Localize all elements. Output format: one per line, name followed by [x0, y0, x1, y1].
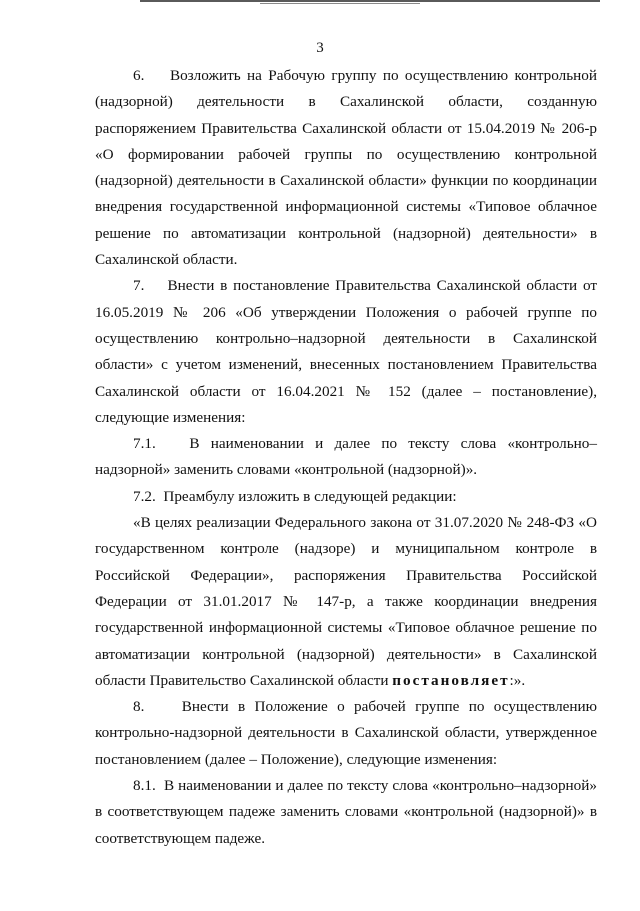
paragraph-8: 8. Внести в Положение о рабочей группе по осуществлению контрольно-надзорной деятельности в Сахалинской области, утвержденное постановлением (далее – Положение), следующие изменения: [95, 698, 597, 768]
preamble-text: «В целях реализации Федерального закона от 31.07.2020 № 248-ФЗ «О государственном контроле (надзоре) и муниципальном контроле в Российской Федерации», распоряжения Правительства Российской Федерации от 31.01.2017 № 147-р, а также координации внедрения государственной информационной системы «Типовое облачное решение по автоматизации контрольной (надзорной) деятельности» в Сахалинской области Правительство Сахалинской области [95, 514, 597, 689]
paragraph-7: 7. Внести в постановление Правительства Сахалинской области от 16.05.2019 № 206 «Об утверждении Положения о рабочей группе по осуществлению контрольно–надзорной деятельности в Сахалинской области» с учетом изменений, внесенных постановлением Правительства Сахалинской области от 16.04.2021 № 152 (далее – постановление), следующие изменения: [95, 277, 597, 426]
paragraph-preamble [95, 510, 597, 694]
paragraph-8-1: 8.1. В наименовании и далее по тексту слова «контрольно–надзорной» в соответствующем падеже заменить словами «контрольной (надзорной)» в соответствующем падеже. [95, 777, 597, 847]
preamble-tail: :». [509, 671, 526, 689]
paragraph-7-2: 7.2. Преамбулу изложить в следующей редакции: [133, 487, 457, 505]
paragraph-7-1: 7.1. В наименовании и далее по тексту слова «контрольно–надзорной» заменить словами «контрольной (надзорной)». [95, 435, 597, 479]
document-body [95, 63, 597, 852]
preamble-emphasis: постановляет [392, 671, 510, 689]
scan-edge-line-secondary [260, 3, 420, 4]
page-number: 3 [316, 40, 324, 56]
scan-edge-line [140, 0, 600, 2]
paragraph-6: 6. Возложить на Рабочую группу по осуществлению контрольной (надзорной) деятельности в Сахалинской области, созданную распоряжением Правительства Сахалинской области от 15.04.2019 № 206-р «О формировании рабочей группы по осуществлению контрольной (надзорной) деятельности в Сахалинской области» функции по координации внедрения государственной информационной системы «Типовое облачное решение по автоматизации контрольной (надзорной) деятельности» в Сахалинской области. [95, 67, 597, 269]
